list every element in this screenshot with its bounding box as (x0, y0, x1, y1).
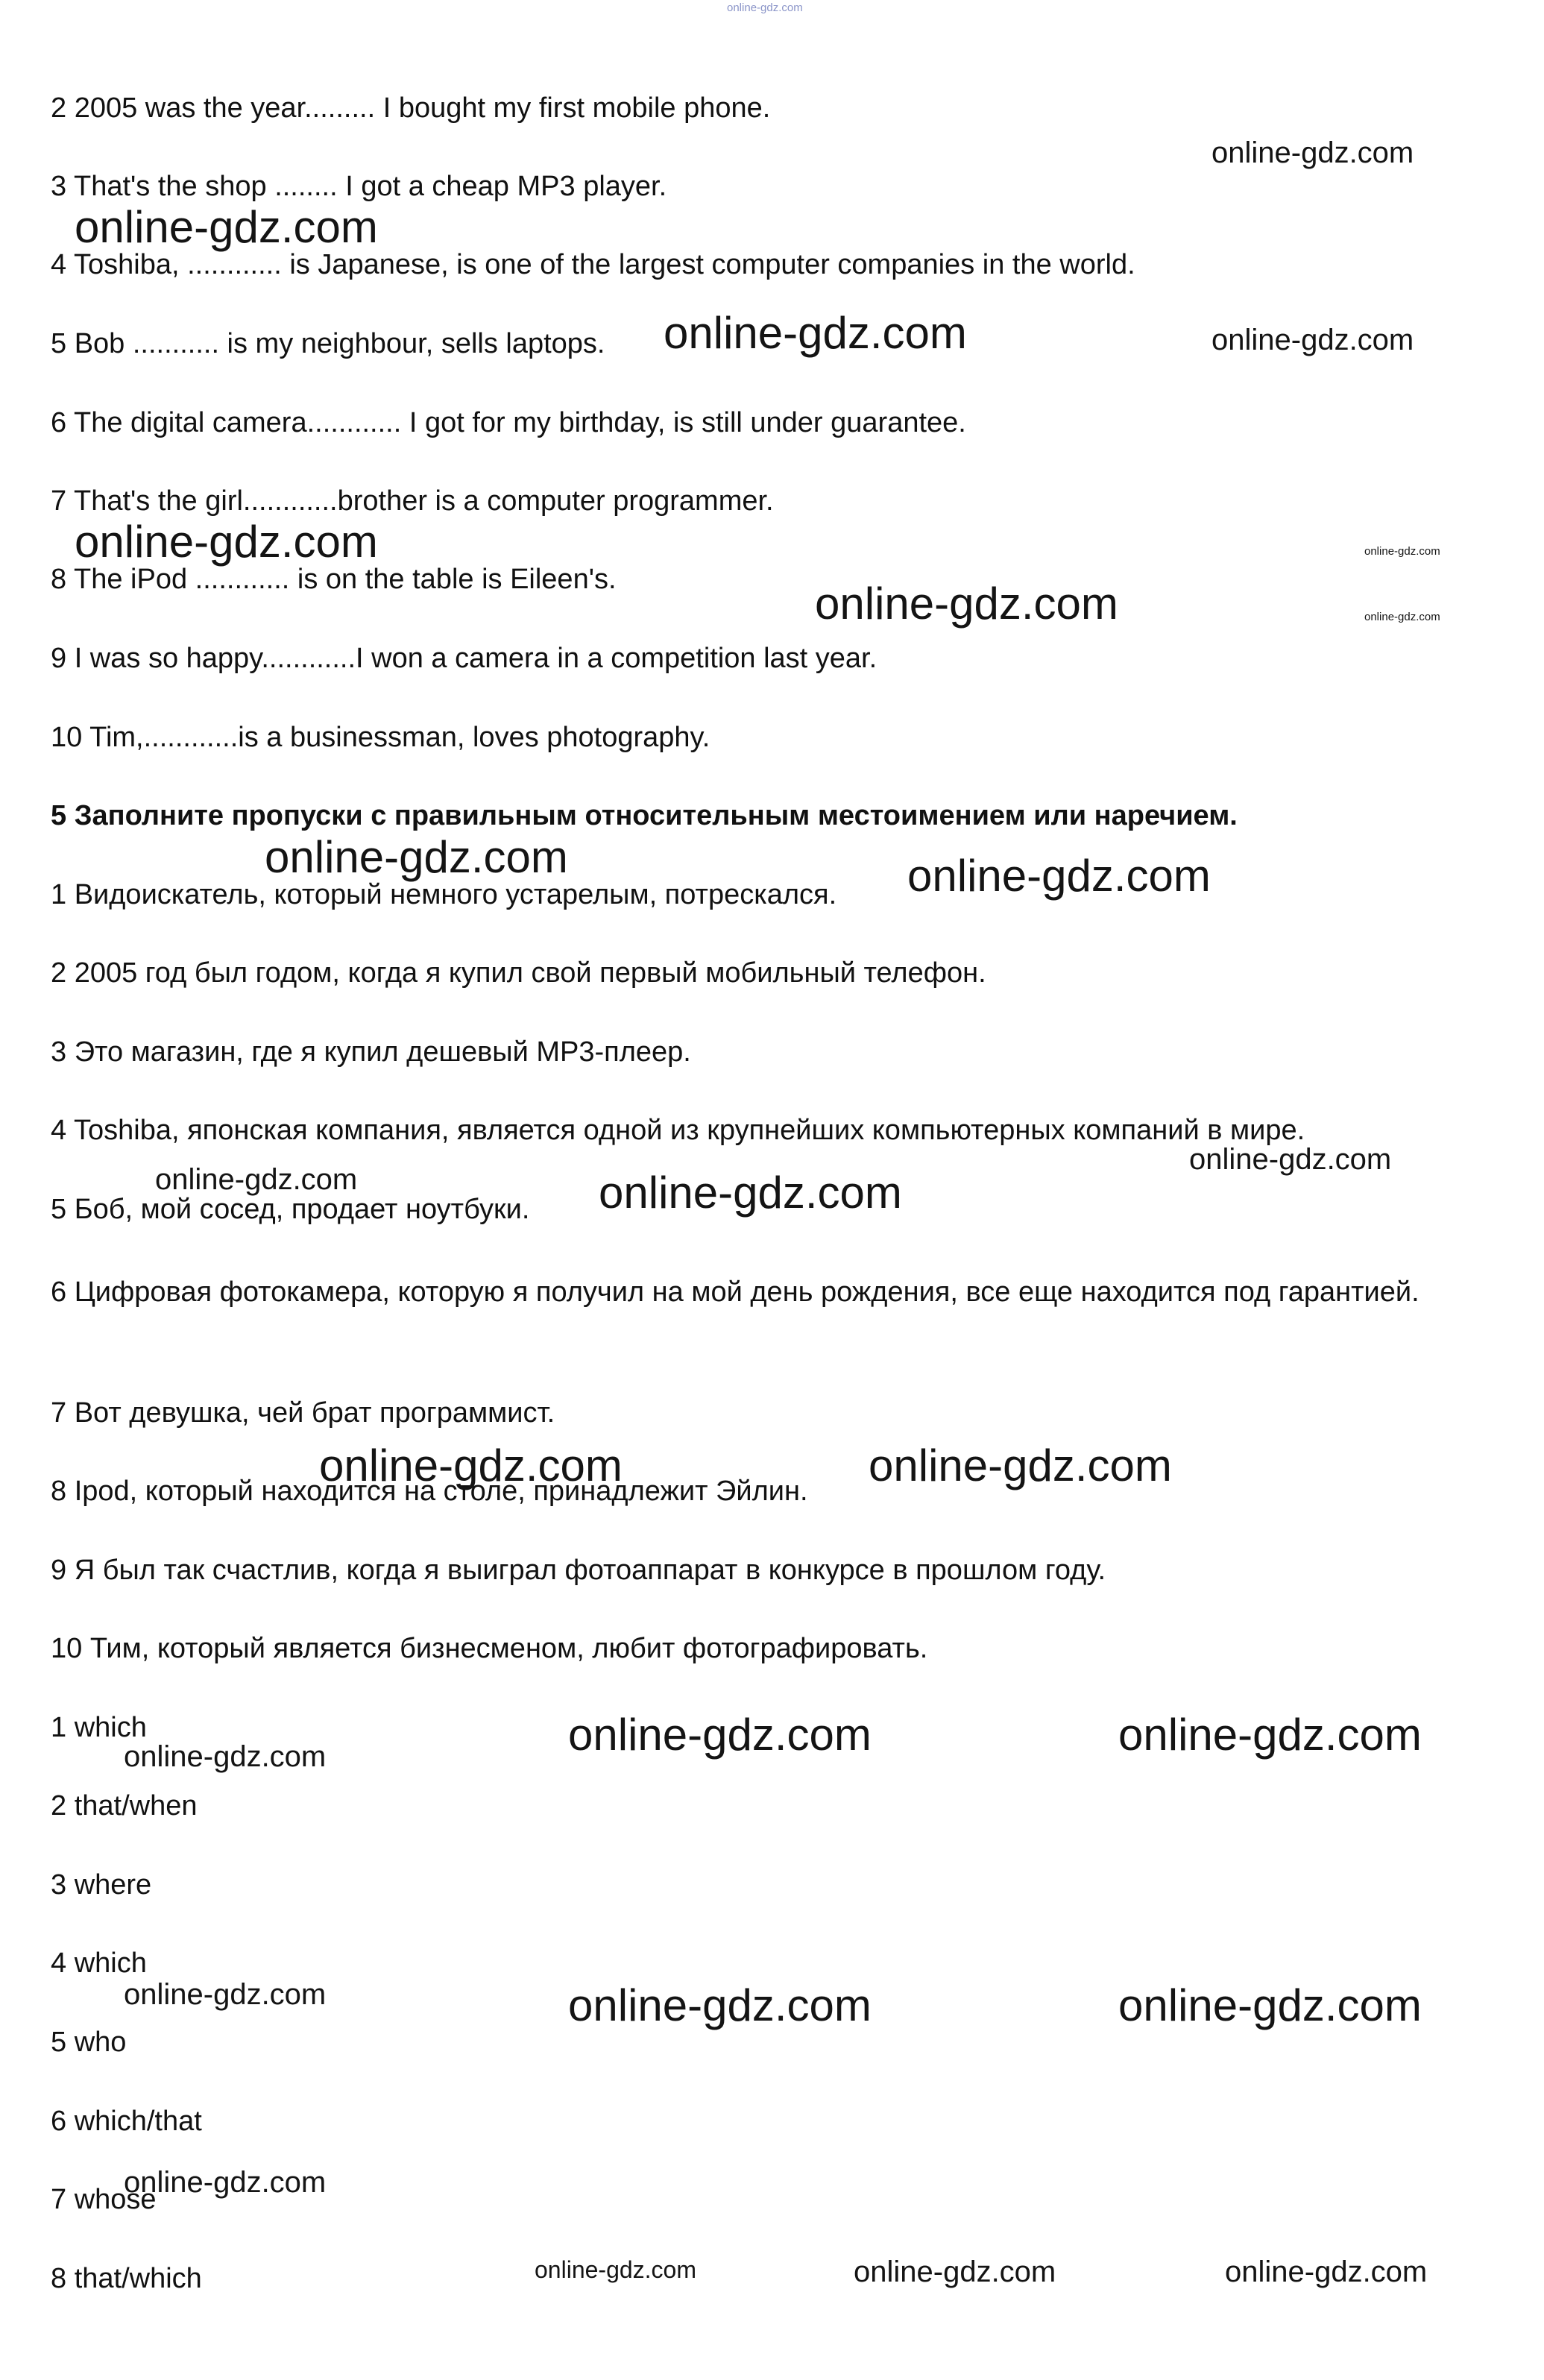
english-sentence-10: 10 Tim,............is a businessman, loves photography. (51, 722, 710, 753)
answer-5: 5 who (51, 2027, 127, 2058)
task-heading: 5 Заполните пропуски с правильным относительным местоимением или наречием. (51, 800, 1238, 831)
english-sentence-6: 6 The digital camera............ I got for my birthday, is still under guarantee. (51, 407, 966, 438)
watermark: online-gdz.com (1364, 611, 1440, 623)
watermark: online-gdz.com (1225, 2255, 1428, 2288)
russian-sentence-6: 6 Цифровая фотокамера, которую я получил на мой день рождения, все еще находится под гарантией. (51, 1276, 1419, 1308)
watermark: online-gdz.com (869, 1441, 1172, 1490)
english-sentence-4: 4 Toshiba, ............ is Japanese, is one of the largest computer companies in the world. (51, 249, 1135, 280)
watermark: online-gdz.com (815, 579, 1118, 629)
russian-sentence-5: 5 Боб, мой сосед, продает ноутбуки. (51, 1194, 530, 1225)
watermark: online-gdz.com (124, 1740, 327, 1773)
russian-sentence-10: 10 Тим, который является бизнесменом, любит фотографировать. (51, 1633, 928, 1664)
english-sentence-7: 7 That's the girl............brother is a computer programmer. (51, 485, 774, 517)
russian-sentence-2: 2 2005 год был годом, когда я купил свой первый мобильный телефон. (51, 957, 986, 989)
watermark: online-gdz.com (1364, 545, 1440, 558)
watermark: online-gdz.com (664, 308, 967, 358)
watermark: online-gdz.com (1211, 136, 1414, 169)
answer-3: 3 where (51, 1869, 152, 1901)
watermark: online-gdz.com (1189, 1143, 1392, 1176)
russian-sentence-7: 7 Вот девушка, чей брат программист. (51, 1397, 555, 1429)
answer-1: 1 which (51, 1712, 147, 1743)
russian-sentence-4: 4 Toshiba, японская компания, является одной из крупнейших компьютерных компаний в мире. (51, 1115, 1305, 1146)
watermark: online-gdz.com (854, 2255, 1056, 2288)
watermark: online-gdz.com (907, 851, 1211, 901)
english-sentence-3: 3 That's the shop ........ I got a cheap MP3 player. (51, 171, 667, 202)
watermark: online-gdz.com (124, 1978, 327, 2011)
watermark: online-gdz.com (75, 202, 378, 252)
watermark: online-gdz.com (265, 832, 568, 882)
watermark: online-gdz.com (75, 517, 378, 567)
russian-sentence-9: 9 Я был так счастлив, когда я выиграл фотоаппарат в конкурсе в прошлом году. (51, 1555, 1106, 1586)
watermark: online-gdz.com (1118, 1710, 1422, 1760)
english-sentence-5: 5 Bob ........... is my neighbour, sells laptops. (51, 328, 605, 359)
watermark: online-gdz.com (124, 2166, 327, 2199)
english-sentence-9: 9 I was so happy............I won a camera in a competition last year. (51, 643, 877, 674)
watermark: online-gdz.com (1211, 324, 1414, 356)
english-sentence-8: 8 The iPod ............ is on the table is Eileen's. (51, 564, 617, 595)
watermark: online-gdz.com (599, 1168, 902, 1218)
russian-sentence-3: 3 Это магазин, где я купил дешевый MP3-плеер. (51, 1036, 691, 1068)
answer-2: 2 that/when (51, 1790, 198, 1822)
watermark: online-gdz.com (568, 1710, 872, 1760)
russian-sentence-8: 8 Ipod, который находится на столе, принадлежит Эйлин. (51, 1476, 808, 1507)
english-sentence-2: 2 2005 was the year......... I bought my first mobile phone. (51, 92, 771, 124)
watermark: online-gdz.com (568, 1980, 872, 2030)
answer-6: 6 which/that (51, 2106, 202, 2137)
answer-7: 7 whose (51, 2184, 157, 2215)
watermark: online-gdz.com (1118, 1980, 1422, 2030)
answer-4: 4 which (51, 1948, 147, 1979)
watermark: online-gdz.com (535, 2256, 696, 2283)
top-watermark: online-gdz.com (727, 1, 803, 14)
answer-8: 8 that/which (51, 2263, 202, 2294)
watermark: online-gdz.com (319, 1441, 623, 1490)
watermark: online-gdz.com (155, 1163, 358, 1196)
russian-sentence-1: 1 Видоискатель, который немного устарелым, потрескался. (51, 879, 837, 910)
